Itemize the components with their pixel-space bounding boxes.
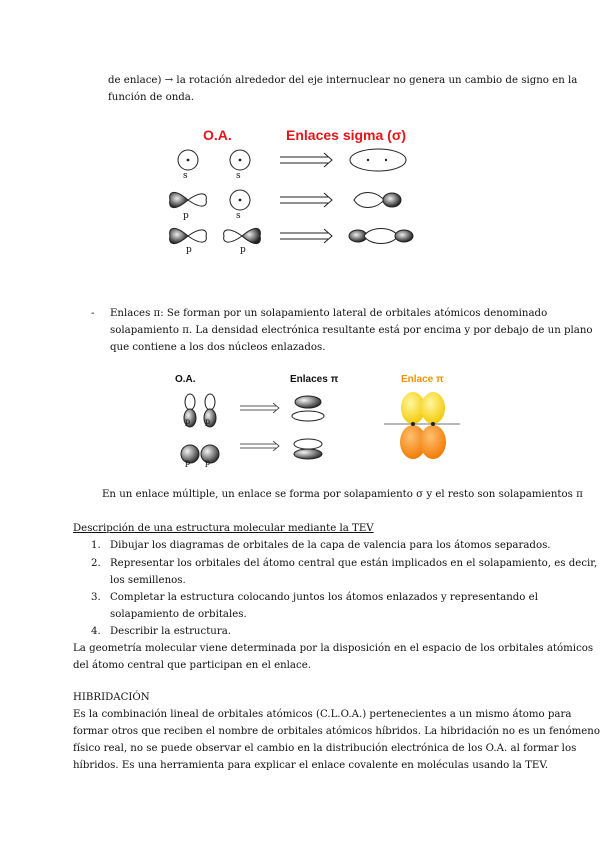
pi-bullet: -: [91, 308, 95, 319]
sigma-label-3: p: [183, 211, 189, 221]
step-3-number: 3.: [91, 592, 101, 603]
hibridacion-line-1: Es la combinación lineal de orbitales atómicos (C.L.O.A.) pertenecientes a un mismo átomo para: [73, 709, 572, 720]
sigma-figure-oa-title: O.A.: [203, 127, 232, 143]
pi-line-1: Enlaces π: Se forman por un solapamiento lateral de orbitales atómicos denominado: [110, 308, 548, 319]
sigma-label-2: s: [236, 171, 241, 181]
step-4-number: 4.: [91, 626, 101, 637]
sigma-label-5: p: [186, 245, 192, 255]
pi-figure-oa-title: O.A.: [175, 374, 196, 385]
step-3-text-1: Completar la estructura colocando juntos los átomos enlazados y representando el: [110, 592, 538, 603]
geometry-line-2: del átomo central que participan en el enlace.: [73, 660, 311, 671]
sigma-figure-bond-title: Enlaces sigma (σ): [286, 127, 407, 143]
hibridacion-line-4: híbridos. Es una herramienta para explicar el enlace covalente en moléculas usando la TEV.: [73, 760, 549, 771]
sigma-label-6: p: [240, 245, 246, 255]
pi-line-3: que contiene a los dos núcleos enlazados.: [110, 342, 326, 353]
step-1-text: Dibujar los diagramas de orbitales de la capa de valencia para los átomos separados.: [110, 540, 551, 551]
hibridacion-line-3: físico real, no se puede observar el cambio en la distribución electrónica de los O.A. al formar los: [73, 743, 577, 754]
step-1-number: 1.: [91, 540, 101, 551]
step-2-text-2: los semillenos.: [110, 575, 186, 586]
tev-heading: Descripción de una estructura molecular mediante la TEV: [73, 523, 374, 534]
pi-figure-drawing: [160, 386, 460, 486]
sigma-label-4: s: [236, 211, 241, 221]
hibridacion-heading: HIBRIDACIÓN: [73, 692, 150, 703]
step-2-text-1: Representar los orbitales del átomo central que están implicados en el solapamiento, es decir,: [110, 558, 598, 569]
pi-label-1: p: [185, 417, 191, 426]
sigma-label-1: s: [183, 171, 188, 181]
intro-line-2: función de onda.: [108, 92, 195, 103]
pi-figure-bond-title: Enlaces π: [290, 374, 339, 385]
pi-label-3: p: [185, 458, 191, 467]
geometry-line-1: La geometría molecular viene determinada por la disposición en el espacio de los orbitales atómicos: [73, 643, 594, 654]
pi-line-2: solapamiento π. La densidad electrónica resultante está por encima y por debajo de un plano: [110, 325, 593, 336]
intro-line-1: de enlace) → la rotación alrededor del eje internuclear no genera un cambio de signo en la: [108, 75, 578, 86]
pi-label-2: p: [205, 417, 211, 426]
pi-figure-color-title: Enlace π: [401, 374, 444, 385]
sigma-figure-drawing: [160, 140, 420, 260]
pi-label-4: p: [205, 458, 211, 467]
step-4-text: Describir la estructura.: [110, 626, 232, 637]
hibridacion-line-2: formar otros que reciben el nombre de orbitales atómicos híbridos. La hibridación no es un fenómeno: [73, 726, 600, 737]
step-3-text-2: solapamiento de orbitales.: [110, 609, 247, 620]
multiple-bond-note: En un enlace múltiple, un enlace se forma por solapamiento σ y el resto son solapamientos π: [102, 489, 583, 500]
step-2-number: 2.: [91, 558, 101, 569]
